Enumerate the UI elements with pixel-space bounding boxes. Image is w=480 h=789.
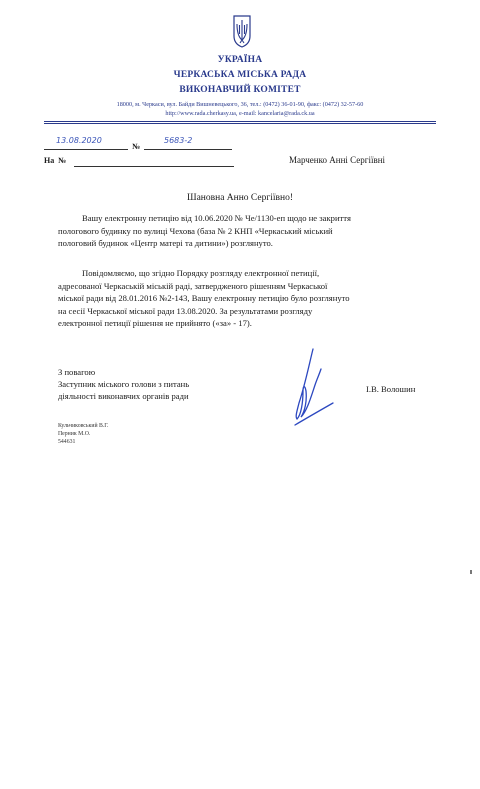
- registration-date: 13.08.2020: [56, 136, 102, 145]
- paragraph-2: [58, 267, 434, 330]
- signer-position-line-2: діяльності виконавчих органів ради: [58, 391, 189, 401]
- reference-line: [44, 156, 244, 170]
- scan-speck: [470, 570, 472, 574]
- letterhead-divider-thin: [44, 123, 436, 124]
- paragraph-line: електронної петиції рішення не прийнято («за» - 17).: [58, 318, 252, 328]
- date-underline: [44, 149, 128, 150]
- recipient-name: Марченко Анні Сергіївні: [289, 155, 386, 165]
- letterhead-committee: ВИКОНАВЧИЙ КОМІТЕТ: [179, 85, 301, 95]
- paragraph-line: на сесії Черкаської міської ради 13.08.2020. За результатами розгляду: [58, 305, 313, 316]
- handwritten-signature: [275, 345, 335, 430]
- registration-number: 5683-2: [164, 136, 193, 145]
- paragraph-line: адресованої Черкаській міській раді, затвердженого рішенням Черкаської: [58, 280, 328, 291]
- executor-2: Перник М.О.: [58, 431, 91, 437]
- paragraph-line: міської ради від 28.01.2016 №2-143, Вашу електронну петицію було розглянуто: [58, 293, 350, 303]
- closing: З повагою: [58, 367, 96, 377]
- number-underline: [144, 149, 232, 150]
- executor-1: Кульчиковський В.Г.: [58, 423, 109, 429]
- letterhead-web: http://www.rada.cherkasy.ua, e-mail: kancelaria@rada.ck.ua: [165, 110, 315, 117]
- letterhead-council: ЧЕРКАСЬКА МІСЬКА РАДА: [173, 70, 307, 80]
- coat-of-arms-icon: [233, 14, 251, 48]
- reference-number-label: №: [58, 156, 67, 165]
- paragraph-line: пологовий будинок «Центр матері та дитини») розглянуто.: [58, 238, 273, 248]
- reference-underline: [74, 166, 234, 167]
- registration-number-label: №: [132, 142, 141, 151]
- signer-position-line-1: Заступник міського голови з питань: [58, 379, 190, 389]
- paragraph-1: [58, 212, 434, 250]
- paragraph-line: Вашу електронну петицію від 10.06.2020 № Че/1130-еп щодо не закриття: [82, 213, 351, 223]
- registration-line: [44, 138, 244, 152]
- signer-name: І.В. Волошин: [366, 384, 416, 394]
- salutation: Шановна Анно Сергіївно!: [186, 193, 294, 203]
- executor-phone: 544631: [58, 439, 76, 445]
- letterhead-address: 18000, м. Черкаси, вул. Байди Вишневецького, 36, тел.: (0472) 36-01-90, факс: (0472) 32-57-60: [116, 101, 364, 108]
- reference-label: На: [44, 156, 55, 165]
- letterhead-country: УКРАЇНА: [217, 55, 263, 65]
- paragraph-line: Повідомляємо, що згідно Порядку розгляду електронної петиції,: [82, 268, 320, 278]
- paragraph-line: пологового будинку по вулиці Чехова (база № 2 КНП «Черкаський міський: [58, 225, 333, 236]
- letterhead-divider: [44, 121, 436, 122]
